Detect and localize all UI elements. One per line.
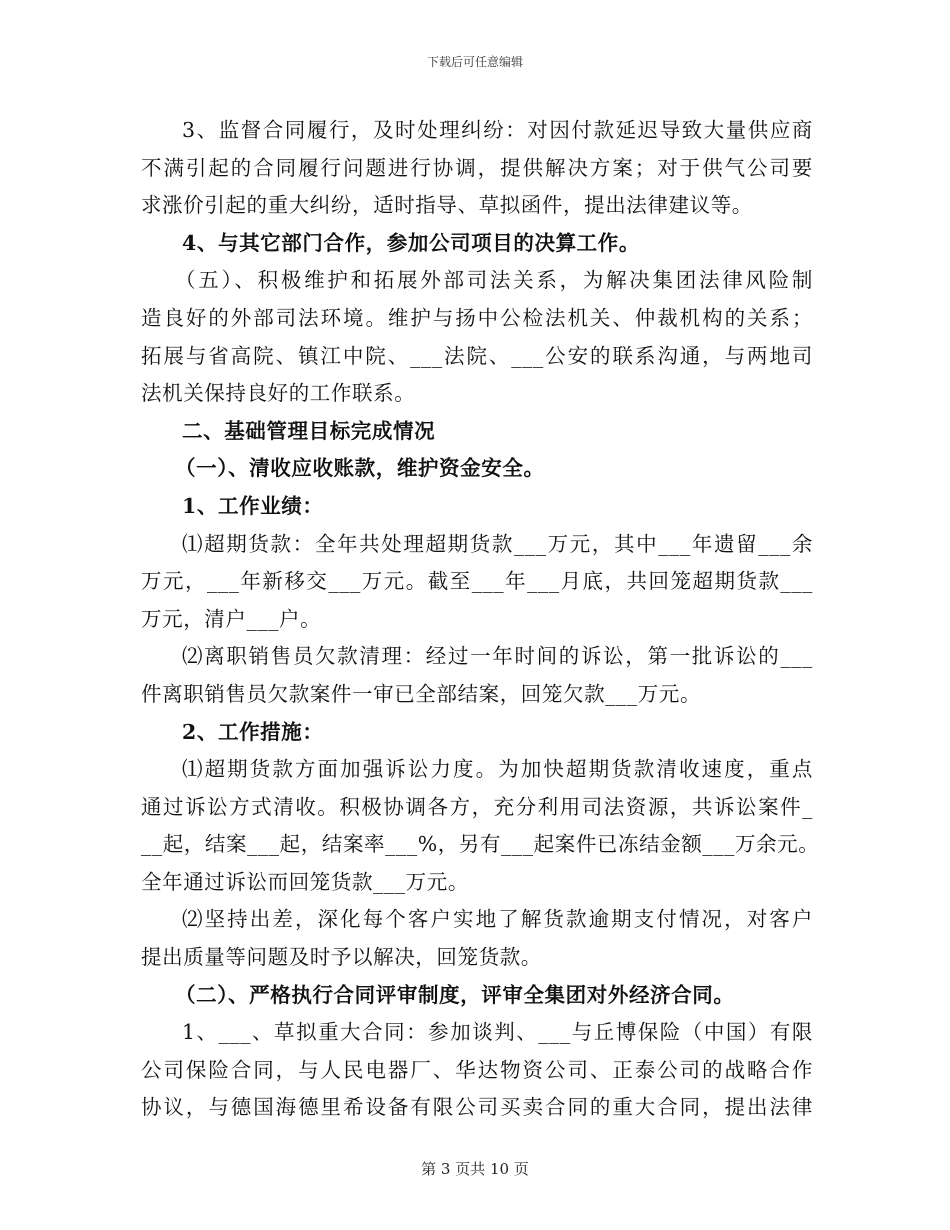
section-heading: 2、工作措施：	[182, 719, 324, 744]
paragraph-line: 件离职销售员欠款案件一审已全部结案，回笼欠款___万元。	[141, 681, 702, 706]
paragraph-line: 万元，___年新移交___万元。截至___年___月底，共回笼超期货款___	[141, 569, 813, 594]
paragraph-line: 求涨价引起的重大纠纷，适时指导、草拟函件，提出法律建议等。	[141, 193, 753, 218]
section-heading: （二）、严格执行合同评审制度，评审全集团对外经济合同。	[175, 982, 735, 1007]
paragraph-line: 协议，与德国海德里希设备有限公司买卖合同的重大合同，提出法律	[141, 1095, 813, 1120]
document-body	[141, 112, 820, 1127]
paragraph-line: 通过诉讼方式清收。积极协调各方，充分利用司法资源，共诉讼案件_	[141, 794, 813, 819]
section-heading: 1、工作业绩：	[182, 493, 324, 518]
paragraph-line: 法机关保持良好的工作联系。	[141, 381, 416, 406]
paragraph-line: 全年通过诉讼而回笼货款___万元。	[141, 869, 469, 894]
paragraph-line: ⑵坚持出差，深化每个客户实地了解货款逾期支付情况，对客户	[182, 907, 813, 932]
section-heading: 4、与其它部门合作，参加公司项目的决算工作。	[182, 230, 640, 255]
page-footer: 第 3 页共 10 页	[421, 1160, 529, 1178]
paragraph-line: ⑵离职销售员欠款清理：经过一年时间的诉讼，第一批诉讼的___	[182, 644, 813, 669]
paragraph-line: 3、监督合同履行，及时处理纠纷：对因付款延迟导致大量供应商	[182, 118, 813, 142]
paragraph-line: 不满引起的合同履行问题进行协调，提供解决方案；对于供气公司要	[141, 155, 813, 180]
page-header: 下载后可任意编辑	[426, 55, 523, 69]
paragraph-line: 公司保险合同，与人民电器厂、华达物资公司、正泰公司的战略合作	[141, 1057, 813, 1082]
paragraph-line: ⑴超期货款：全年共处理超期货款___万元，其中___年遗留___余	[182, 531, 813, 556]
section-heading: 二、基础管理目标完成情况	[182, 418, 436, 443]
paragraph-line: 拓展与省高院、镇江中院、___法院、___公安的联系沟通，与两地司	[141, 343, 813, 368]
paragraph-line: ⑴超期货款方面加强诉讼力度。为加快超期货款清收速度，重点	[182, 757, 813, 782]
section-heading: （一）、清收应收账款，维护资金安全。	[175, 456, 545, 481]
paragraph-line: __起，结案___起，结案率___%，另有___起案件已冻结金额___万余元。	[141, 832, 820, 857]
paragraph-line: 提出质量等问题及时予以解决，回笼货款。	[141, 945, 542, 970]
paragraph-line: 万元，清户___户。	[141, 606, 322, 631]
paragraph-line: 造良好的外部司法环境。维护与扬中公检法机关、仲裁机构的关系；	[141, 305, 813, 330]
paragraph-line: 1、___、草拟重大合同：参加谈判、___与丘博保险（中国）有限	[182, 1020, 813, 1045]
paragraph-line: （五）、积极维护和拓展外部司法关系，为解决集团法律风险制	[175, 268, 813, 293]
